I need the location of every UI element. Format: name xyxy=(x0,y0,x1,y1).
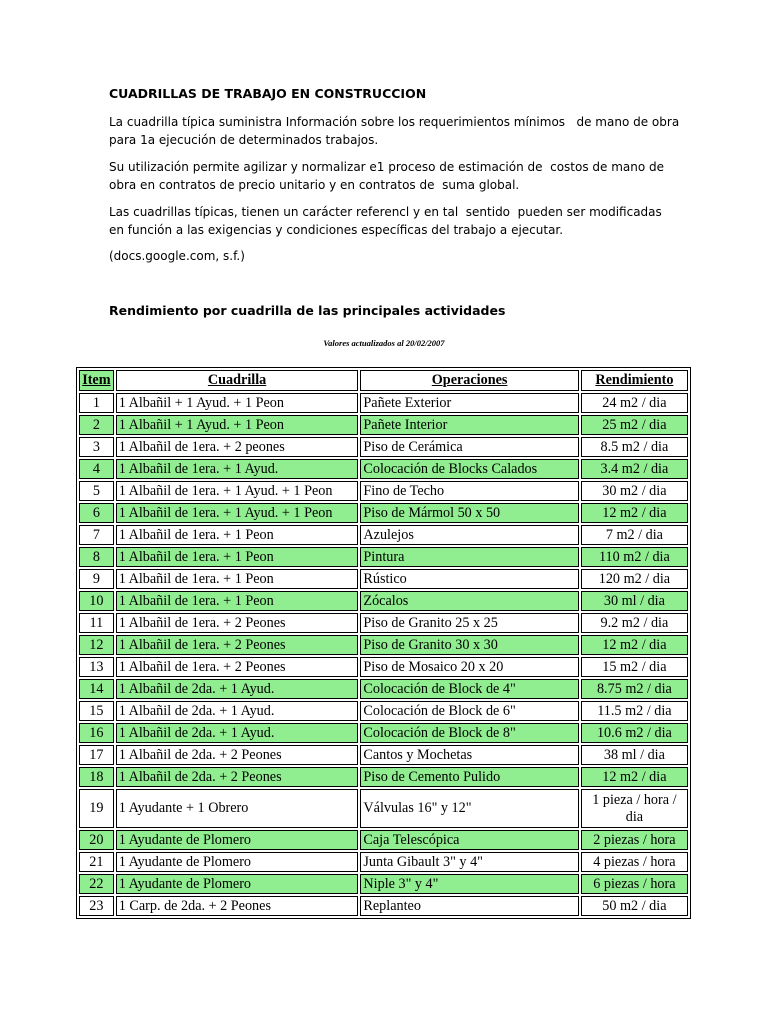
cell-crew: 1 Ayudante + 1 Obrero xyxy=(116,789,359,828)
cell-operation: Colocación de Block de 6" xyxy=(360,701,578,721)
cell-item: 15 xyxy=(79,701,114,721)
table-row xyxy=(79,481,688,501)
cell-operation: Azulejos xyxy=(360,525,578,545)
intro-line-2: para 1a ejecución de determinados trabajos. xyxy=(109,132,379,147)
cell-operation: Piso de Mármol 50 x 50 xyxy=(360,503,578,523)
cell-operation: Piso de Mosaico 20 x 20 xyxy=(360,657,578,677)
table-row xyxy=(79,657,688,677)
cell-operation: Fino de Techo xyxy=(360,481,578,501)
cell-yield: 9.2 m2 / dia xyxy=(581,613,688,633)
cell-crew: 1 Albañil de 1era. + 2 Peones xyxy=(116,657,359,677)
cell-yield: 8.75 m2 / dia xyxy=(581,679,688,699)
cell-item: 8 xyxy=(79,547,114,567)
cell-operation: Válvulas 16" y 12" xyxy=(360,789,578,828)
reference-line-1: Las cuadrillas típicas, tienen un carácter referencl y en tal sentido pueden ser modificadas xyxy=(109,205,662,219)
cell-crew: 1 Albañil de 2da. + 1 Ayud. xyxy=(116,701,359,721)
cell-yield: 11.5 m2 / dia xyxy=(581,701,688,721)
cell-crew: 1 Ayudante de Plomero xyxy=(116,874,359,894)
cell-yield: 30 ml / dia xyxy=(581,591,688,611)
cell-operation: Junta Gibault 3" y 4" xyxy=(360,852,578,872)
cell-yield: 4 piezas / hora xyxy=(581,852,688,872)
cell-crew: 1 Albañil de 1era. + 1 Peon xyxy=(116,525,359,545)
cell-yield: 30 m2 / dia xyxy=(581,481,688,501)
cell-operation: Colocación de Blocks Calados xyxy=(360,459,578,479)
cell-crew: 1 Albañil de 1era. + 2 Peones xyxy=(116,613,359,633)
table-row xyxy=(79,767,688,787)
cell-yield: 12 m2 / dia xyxy=(581,635,688,655)
cell-crew: 1 Albañil de 1era. + 1 Peon xyxy=(116,547,359,567)
cell-crew: 1 Albañil de 1era. + 1 Ayud. + 1 Peon xyxy=(116,481,359,501)
cell-item: 7 xyxy=(79,525,114,545)
cell-item: 9 xyxy=(79,569,114,589)
table-row xyxy=(79,547,688,567)
header-operation: Operaciones xyxy=(360,370,578,391)
cell-operation: Colocación de Block de 8" xyxy=(360,723,578,743)
table-row xyxy=(79,613,688,633)
cell-yield: 2 piezas / hora xyxy=(581,830,688,850)
cell-crew: 1 Albañil de 1era. + 2 peones xyxy=(116,437,359,457)
table-row xyxy=(79,591,688,611)
table-body xyxy=(79,393,688,916)
cell-operation: Pintura xyxy=(360,547,578,567)
table-row xyxy=(79,679,688,699)
cell-yield: 12 m2 / dia xyxy=(581,503,688,523)
table-row xyxy=(79,874,688,894)
crew-yield-table xyxy=(76,367,691,919)
cell-crew: 1 Albañil + 1 Ayud. + 1 Peon xyxy=(116,415,359,435)
cell-item: 12 xyxy=(79,635,114,655)
cell-yield: 15 m2 / dia xyxy=(581,657,688,677)
cell-yield: 120 m2 / dia xyxy=(581,569,688,589)
usage-line-2: obra en contratos de precio unitario y en contratos de suma global. xyxy=(109,177,520,192)
cell-operation: Pañete Exterior xyxy=(360,393,578,413)
cell-item: 21 xyxy=(79,852,114,872)
cell-yield: 1 pieza / hora / dia xyxy=(581,789,688,828)
cell-yield: 10.6 m2 / dia xyxy=(581,723,688,743)
cell-operation: Piso de Granito 30 x 30 xyxy=(360,635,578,655)
cell-item: 5 xyxy=(79,481,114,501)
table-row xyxy=(79,789,688,828)
table-row xyxy=(79,415,688,435)
cell-crew: 1 Ayudante de Plomero xyxy=(116,830,359,850)
document-title: CUADRILLAS DE TRABAJO EN CONSTRUCCION xyxy=(109,86,427,101)
cell-item: 17 xyxy=(79,745,114,765)
cell-item: 4 xyxy=(79,459,114,479)
cell-operation: Colocación de Block de 4" xyxy=(360,679,578,699)
table-row xyxy=(79,745,688,765)
cell-yield: 25 m2 / dia xyxy=(581,415,688,435)
cell-item: 11 xyxy=(79,613,114,633)
cell-operation: Pañete Interior xyxy=(360,415,578,435)
cell-crew: 1 Albañil de 1era. + 1 Ayud. + 1 Peon xyxy=(116,503,359,523)
cell-item: 2 xyxy=(79,415,114,435)
table-row xyxy=(79,393,688,413)
cell-crew: 1 Albañil + 1 Ayud. + 1 Peon xyxy=(116,393,359,413)
table-row xyxy=(79,437,688,457)
header-item: Item xyxy=(79,370,114,391)
cell-item: 20 xyxy=(79,830,114,850)
cell-item: 6 xyxy=(79,503,114,523)
table-row xyxy=(79,503,688,523)
cell-crew: 1 Albañil de 1era. + 1 Ayud. xyxy=(116,459,359,479)
values-note: Valores actualizados al 20/02/2007 xyxy=(323,338,445,348)
cell-crew: 1 Ayudante de Plomero xyxy=(116,852,359,872)
cell-item: 19 xyxy=(79,789,114,828)
table-row xyxy=(79,723,688,743)
cell-item: 1 xyxy=(79,393,114,413)
cell-yield: 3.4 m2 / dia xyxy=(581,459,688,479)
cell-crew: 1 Albañil de 2da. + 2 Peones xyxy=(116,767,359,787)
cell-item: 16 xyxy=(79,723,114,743)
table-row xyxy=(79,525,688,545)
cell-crew: 1 Albañil de 1era. + 2 Peones xyxy=(116,635,359,655)
intro-paragraph xyxy=(109,114,680,149)
cell-yield: 38 ml / dia xyxy=(581,745,688,765)
cell-yield: 50 m2 / dia xyxy=(581,896,688,916)
cell-crew: 1 Albañil de 2da. + 2 Peones xyxy=(116,745,359,765)
cell-operation: Piso de Cemento Pulido xyxy=(360,767,578,787)
table-row xyxy=(79,635,688,655)
cell-operation: Cantos y Mochetas xyxy=(360,745,578,765)
cell-yield: 8.5 m2 / dia xyxy=(581,437,688,457)
cell-yield: 12 m2 / dia xyxy=(581,767,688,787)
cell-operation: Niple 3" y 4" xyxy=(360,874,578,894)
cell-crew: 1 Albañil de 1era. + 1 Peon xyxy=(116,591,359,611)
table-row xyxy=(79,896,688,916)
cell-operation: Caja Telescópica xyxy=(360,830,578,850)
cell-yield: 7 m2 / dia xyxy=(581,525,688,545)
cell-yield: 24 m2 / dia xyxy=(581,393,688,413)
cell-operation: Piso de Granito 25 x 25 xyxy=(360,613,578,633)
cell-item: 14 xyxy=(79,679,114,699)
header-crew: Cuadrilla xyxy=(116,370,359,391)
reference-line-2: en función a las exigencias y condiciones específicas del trabajo a ejecutar. xyxy=(109,222,564,237)
table-row xyxy=(79,852,688,872)
usage-paragraph xyxy=(109,159,669,194)
cell-item: 23 xyxy=(79,896,114,916)
citation: (docs.google.com, s.f.) xyxy=(109,249,245,263)
cell-crew: 1 Albañil de 1era. + 1 Peon xyxy=(116,569,359,589)
header-yield: Rendimiento xyxy=(581,370,688,391)
table-row xyxy=(79,569,688,589)
cell-operation: Piso de Cerámica xyxy=(360,437,578,457)
table-row xyxy=(79,830,688,850)
intro-line-1: La cuadrilla típica suministra Información sobre los requerimientos mínimos de mano de obra xyxy=(109,115,680,129)
table-row xyxy=(79,459,688,479)
cell-crew: 1 Carp. de 2da. + 2 Peones xyxy=(116,896,359,916)
cell-item: 22 xyxy=(79,874,114,894)
cell-item: 13 xyxy=(79,657,114,677)
cell-crew: 1 Albañil de 2da. + 1 Ayud. xyxy=(116,723,359,743)
cell-yield: 6 piezas / hora xyxy=(581,874,688,894)
cell-item: 10 xyxy=(79,591,114,611)
cell-crew: 1 Albañil de 2da. + 1 Ayud. xyxy=(116,679,359,699)
cell-operation: Rústico xyxy=(360,569,578,589)
cell-item: 3 xyxy=(79,437,114,457)
cell-item: 18 xyxy=(79,767,114,787)
reference-paragraph xyxy=(109,204,669,239)
cell-yield: 110 m2 / dia xyxy=(581,547,688,567)
usage-line-1: Su utilización permite agilizar y normalizar e1 proceso de estimación de costos de mano de xyxy=(109,160,665,174)
cell-operation: Zócalos xyxy=(360,591,578,611)
table-header-row xyxy=(79,370,688,391)
table-row xyxy=(79,701,688,721)
section-title: Rendimiento por cuadrilla de las principales actividades xyxy=(109,303,506,318)
cell-operation: Replanteo xyxy=(360,896,578,916)
